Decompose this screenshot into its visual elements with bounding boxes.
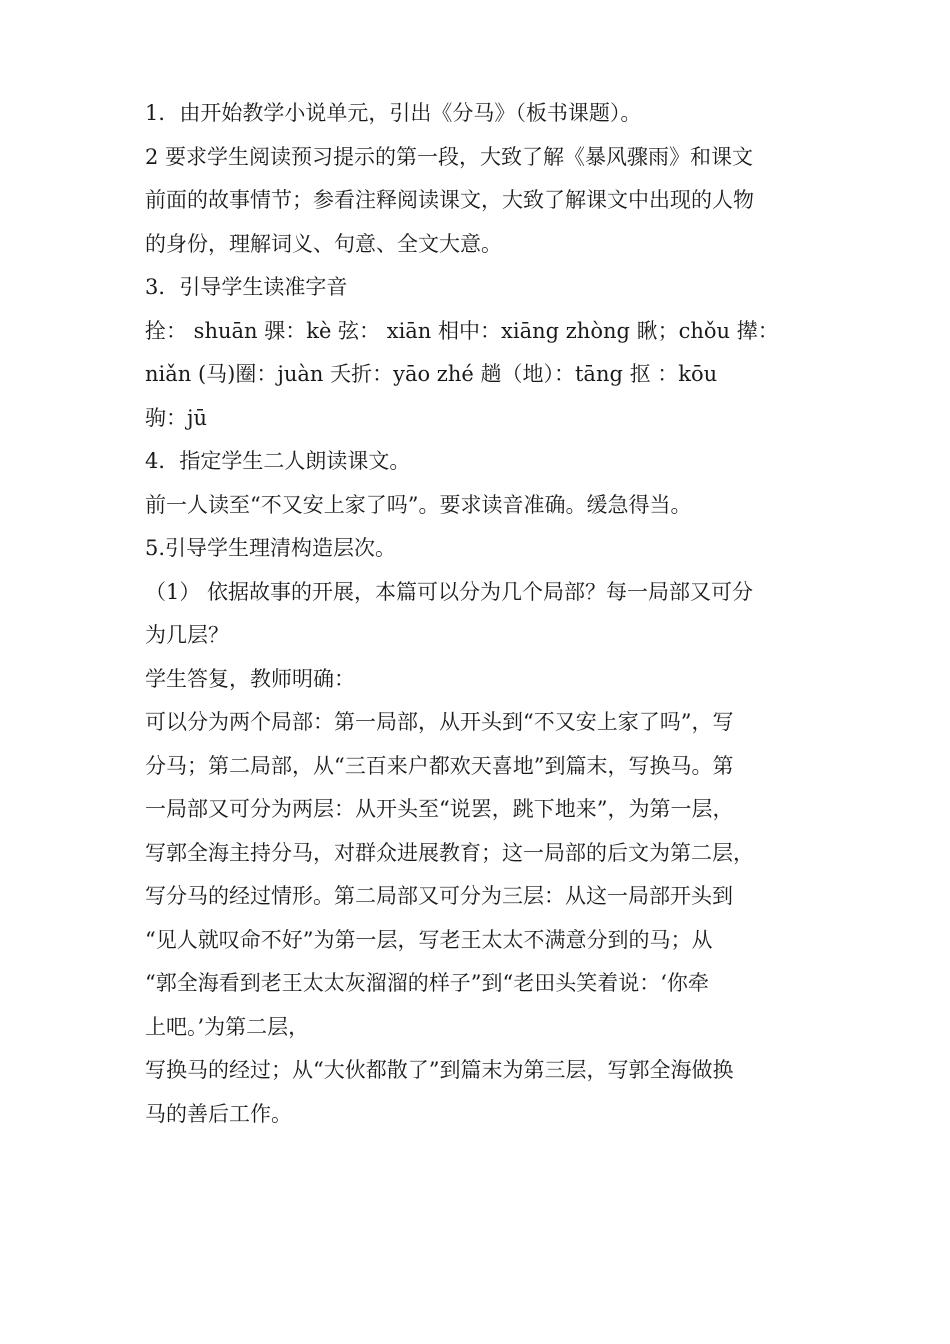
text-line: 分马；第二局部，从“三百来户都欢天喜地”到篇末，写换马。第 bbox=[145, 753, 734, 778]
text-line: 为几层？ bbox=[145, 623, 229, 647]
text-line: 一局部又可分为两层：从开头至“说罢，跳下地来”，为第一层， bbox=[145, 797, 734, 821]
text-line: 学生答复，教师明确： bbox=[145, 666, 355, 691]
text-line: 拴： shuān 骒：kè 弦： xiān 相中：xiāng zhòng 瞅；chǒu 撵： bbox=[145, 318, 779, 343]
text-line: “见人就叹命不好”为第一层，写老王太太不满意分到的马；从 bbox=[145, 927, 713, 952]
text-line: 驹：jū bbox=[145, 405, 208, 430]
text-line: （1） 依据故事的开展，本篇可以分为几个局部？每一局部又可分 bbox=[145, 579, 754, 604]
text-line: 上吧。’为第二层， bbox=[145, 1014, 310, 1039]
text-line: 4．指定学生二人朗读课文。 bbox=[145, 449, 411, 473]
text-line: 写郭全海主持分马，对群众进展教育；这一局部的后文为第二层， bbox=[145, 840, 754, 865]
text-line: 2 要求学生阅读预习提示的第一段，大致了解《暴风骤雨》和课文 bbox=[145, 144, 754, 169]
text-line: 前面的故事情节；参看注释阅读课文，大致了解课文中出现的人物 bbox=[145, 188, 754, 212]
text-line: 1．由开始教学小说单元，引出《分马》（板书课题）。 bbox=[145, 101, 642, 125]
text-line: 3．引导学生读准字音 bbox=[145, 275, 348, 299]
text-line: niǎn (马)圈：juàn 夭折：yāo zhé 趟（地）：tāng 抠 ：kōu bbox=[145, 362, 718, 386]
text-line: 的身份，理解词义、句意、全文大意。 bbox=[145, 231, 502, 256]
document-body bbox=[145, 92, 805, 1136]
text-line: 马的善后工作。 bbox=[145, 1101, 292, 1126]
text-line: 写换马的经过；从“大伙都散了”到篇末为第三层，写郭全海做换 bbox=[145, 1058, 734, 1082]
text-line: 前一人读至“不又安上家了吗”。要求读音准确。缓急得当。 bbox=[145, 492, 692, 517]
text-line: “郭全海看到老王太太灰溜溜的样子”到“老田头笑着说：‘你牵 bbox=[145, 971, 709, 995]
text-line: 可以分为两个局部：第一局部，从开头到“不又安上家了吗”，写 bbox=[145, 710, 734, 734]
text-line: 写分马的经过情形。第二局部又可分为三层：从这一局部开头到 bbox=[145, 884, 733, 908]
text-line: 5.引导学生理清构造层次。 bbox=[145, 536, 397, 560]
